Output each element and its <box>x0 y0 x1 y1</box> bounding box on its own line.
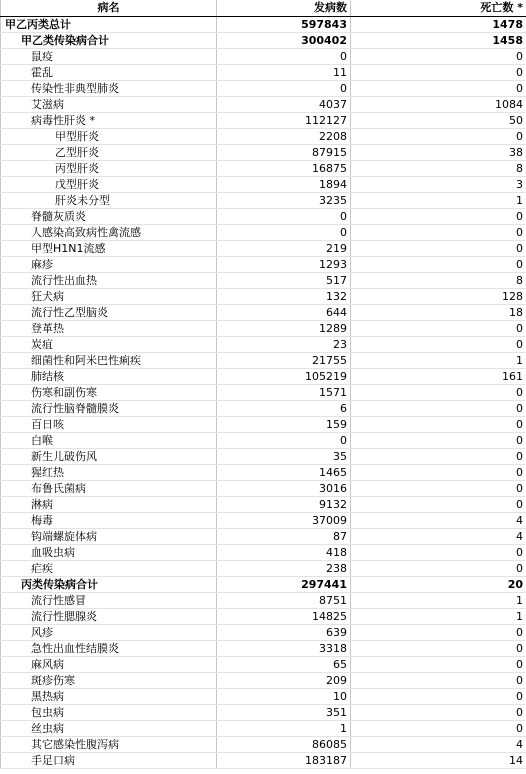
row-cases-cell[interactable]: 0 <box>217 208 351 224</box>
row-cases-cell[interactable]: 105219 <box>217 368 351 384</box>
row-name-cell[interactable]: 传染性非典型肺炎 <box>1 80 217 96</box>
row-name-cell[interactable]: 麻疹 <box>1 256 217 272</box>
row-name-cell[interactable]: 乙型肝炎 <box>1 144 217 160</box>
table-row <box>1 48 526 64</box>
row-name-cell[interactable]: 布鲁氏菌病 <box>1 480 217 496</box>
table-row <box>1 160 526 176</box>
row-name-cell[interactable]: 黑热病 <box>1 688 217 704</box>
row-name-cell[interactable]: 其它感染性腹泻病 <box>1 736 217 752</box>
table-row <box>1 608 526 624</box>
row-deaths-cell[interactable]: 1 <box>351 192 526 208</box>
row-name-cell[interactable]: 血吸虫病 <box>1 544 217 560</box>
row-deaths-cell[interactable]: 18 <box>351 304 526 320</box>
table-row <box>1 368 526 384</box>
row-deaths-cell[interactable]: 0 <box>351 48 526 64</box>
row-name-cell[interactable]: 丝虫病 <box>1 720 217 736</box>
row-cases-cell[interactable]: 644 <box>217 304 351 320</box>
row-deaths-cell[interactable]: 1084 <box>351 96 526 112</box>
row-deaths-cell[interactable]: 0 <box>351 720 526 736</box>
table-row <box>1 128 526 144</box>
row-name-cell[interactable]: 新生儿破伤风 <box>1 448 217 464</box>
table-row <box>1 320 526 336</box>
row-name-cell[interactable]: 流行性乙型脑炎 <box>1 304 217 320</box>
table-row <box>1 416 526 432</box>
row-deaths-cell[interactable]: 0 <box>351 464 526 480</box>
row-deaths-cell[interactable]: 20 <box>351 576 526 592</box>
row-name-cell[interactable]: 甲型H1N1流感 <box>1 240 217 256</box>
table-row <box>1 112 526 128</box>
row-deaths-cell[interactable]: 0 <box>351 80 526 96</box>
table-row <box>1 256 526 272</box>
row-cases-cell[interactable]: 8751 <box>217 592 351 608</box>
row-name-cell[interactable]: 淋病 <box>1 496 217 512</box>
row-name-cell[interactable]: 细菌性和阿米巴性痢疾 <box>1 352 217 368</box>
row-deaths-cell[interactable]: 0 <box>351 384 526 400</box>
row-cases-cell[interactable]: 1 <box>217 720 351 736</box>
table-row <box>1 288 526 304</box>
row-name-cell[interactable]: 甲乙丙类总计 <box>1 16 217 32</box>
row-cases-cell[interactable]: 597843 <box>217 16 351 32</box>
row-name-cell[interactable]: 登革热 <box>1 320 217 336</box>
row-deaths-cell[interactable]: 38 <box>351 144 526 160</box>
row-cases-cell[interactable]: 183187 <box>217 752 351 768</box>
row-deaths-cell[interactable]: 1458 <box>351 32 526 48</box>
row-deaths-cell[interactable]: 50 <box>351 112 526 128</box>
row-cases-cell[interactable]: 0 <box>217 80 351 96</box>
table-row <box>1 144 526 160</box>
row-deaths-cell[interactable]: 0 <box>351 688 526 704</box>
row-deaths-cell[interactable]: 0 <box>351 256 526 272</box>
row-deaths-cell[interactable]: 0 <box>351 544 526 560</box>
row-deaths-cell[interactable]: 0 <box>351 208 526 224</box>
row-deaths-cell[interactable]: 0 <box>351 240 526 256</box>
row-cases-cell[interactable]: 87 <box>217 528 351 544</box>
row-name-cell[interactable]: 流行性腮腺炎 <box>1 608 217 624</box>
row-cases-cell[interactable]: 35 <box>217 448 351 464</box>
row-cases-cell[interactable]: 238 <box>217 560 351 576</box>
row-cases-cell[interactable]: 65 <box>217 656 351 672</box>
row-name-cell[interactable]: 包虫病 <box>1 704 217 720</box>
row-name-cell[interactable]: 肺结核 <box>1 368 217 384</box>
row-name-cell[interactable]: 戊型肝炎 <box>1 176 217 192</box>
table-row <box>1 736 526 752</box>
row-deaths-cell[interactable]: 8 <box>351 160 526 176</box>
table-row <box>1 224 526 240</box>
row-deaths-cell[interactable]: 0 <box>351 640 526 656</box>
table-row <box>1 624 526 640</box>
row-cases-cell[interactable]: 2208 <box>217 128 351 144</box>
row-deaths-cell[interactable]: 0 <box>351 448 526 464</box>
row-name-cell[interactable]: 脊髓灰质炎 <box>1 208 217 224</box>
row-name-cell[interactable]: 百日咳 <box>1 416 217 432</box>
row-cases-cell[interactable]: 300402 <box>217 32 351 48</box>
row-cases-cell[interactable]: 1465 <box>217 464 351 480</box>
table-row <box>1 672 526 688</box>
row-name-cell[interactable]: 丙型肝炎 <box>1 160 217 176</box>
row-deaths-cell[interactable]: 1478 <box>351 16 526 32</box>
row-cases-cell[interactable]: 209 <box>217 672 351 688</box>
row-deaths-cell[interactable]: 0 <box>351 624 526 640</box>
row-name-cell[interactable]: 甲乙类传染病合计 <box>1 32 217 48</box>
row-cases-cell[interactable]: 0 <box>217 224 351 240</box>
row-name-cell[interactable]: 伤寒和副伤寒 <box>1 384 217 400</box>
table-row <box>1 64 526 80</box>
row-cases-cell[interactable]: 6 <box>217 400 351 416</box>
row-name-cell[interactable]: 白喉 <box>1 432 217 448</box>
table-row <box>1 480 526 496</box>
row-cases-cell[interactable]: 21755 <box>217 352 351 368</box>
row-cases-cell[interactable]: 297441 <box>217 576 351 592</box>
row-cases-cell[interactable]: 639 <box>217 624 351 640</box>
row-name-cell[interactable]: 钩端螺旋体病 <box>1 528 217 544</box>
row-deaths-cell[interactable]: 4 <box>351 512 526 528</box>
row-deaths-cell[interactable]: 4 <box>351 736 526 752</box>
row-cases-cell[interactable]: 10 <box>217 688 351 704</box>
row-deaths-cell[interactable]: 0 <box>351 496 526 512</box>
row-cases-cell[interactable]: 16875 <box>217 160 351 176</box>
row-deaths-cell[interactable]: 0 <box>351 560 526 576</box>
row-name-cell[interactable]: 狂犬病 <box>1 288 217 304</box>
row-name-cell[interactable]: 流行性出血热 <box>1 272 217 288</box>
row-cases-cell[interactable]: 1571 <box>217 384 351 400</box>
row-deaths-cell[interactable]: 0 <box>351 128 526 144</box>
row-name-cell[interactable]: 人感染高致病性禽流感 <box>1 224 217 240</box>
row-cases-cell[interactable]: 219 <box>217 240 351 256</box>
row-cases-cell[interactable]: 1289 <box>217 320 351 336</box>
row-name-cell[interactable]: 流行性脑脊髓膜炎 <box>1 400 217 416</box>
table-row <box>1 32 526 48</box>
row-name-cell[interactable]: 猩红热 <box>1 464 217 480</box>
row-name-cell[interactable]: 丙类传染病合计 <box>1 576 217 592</box>
table-row <box>1 656 526 672</box>
table-row <box>1 176 526 192</box>
table-row <box>1 576 526 592</box>
row-deaths-cell[interactable]: 0 <box>351 224 526 240</box>
row-deaths-cell[interactable]: 0 <box>351 336 526 352</box>
row-name-cell[interactable]: 风疹 <box>1 624 217 640</box>
row-deaths-cell[interactable]: 8 <box>351 272 526 288</box>
row-cases-cell[interactable]: 87915 <box>217 144 351 160</box>
row-cases-cell[interactable]: 3016 <box>217 480 351 496</box>
row-name-cell[interactable]: 麻风病 <box>1 656 217 672</box>
header-cases[interactable]: 发病数 <box>217 0 351 16</box>
table-row <box>1 688 526 704</box>
table-row <box>1 528 526 544</box>
row-deaths-cell[interactable]: 1 <box>351 592 526 608</box>
row-name-cell[interactable]: 鼠疫 <box>1 48 217 64</box>
table-row <box>1 704 526 720</box>
row-deaths-cell[interactable]: 0 <box>351 480 526 496</box>
row-deaths-cell[interactable]: 1 <box>351 608 526 624</box>
table-row <box>1 496 526 512</box>
row-cases-cell[interactable]: 0 <box>217 432 351 448</box>
table-row <box>1 208 526 224</box>
header-row <box>1 0 526 16</box>
table-row <box>1 448 526 464</box>
row-deaths-cell[interactable]: 0 <box>351 64 526 80</box>
row-name-cell[interactable]: 霍乱 <box>1 64 217 80</box>
row-cases-cell[interactable]: 1293 <box>217 256 351 272</box>
table-row <box>1 240 526 256</box>
row-cases-cell[interactable]: 0 <box>217 48 351 64</box>
row-cases-cell[interactable]: 351 <box>217 704 351 720</box>
row-cases-cell[interactable]: 14825 <box>217 608 351 624</box>
row-cases-cell[interactable]: 1894 <box>217 176 351 192</box>
table-row <box>1 192 526 208</box>
row-deaths-cell[interactable]: 0 <box>351 416 526 432</box>
row-name-cell[interactable]: 疟疾 <box>1 560 217 576</box>
row-cases-cell[interactable]: 3318 <box>217 640 351 656</box>
row-cases-cell[interactable]: 112127 <box>217 112 351 128</box>
table-row <box>1 80 526 96</box>
row-deaths-cell[interactable]: 0 <box>351 704 526 720</box>
row-name-cell[interactable]: 手足口病 <box>1 752 217 768</box>
row-cases-cell[interactable]: 418 <box>217 544 351 560</box>
row-deaths-cell[interactable]: 0 <box>351 320 526 336</box>
row-cases-cell[interactable]: 23 <box>217 336 351 352</box>
header-deaths[interactable]: 死亡数 * <box>351 0 526 16</box>
row-cases-cell[interactable]: 11 <box>217 64 351 80</box>
row-deaths-cell[interactable]: 128 <box>351 288 526 304</box>
table-row <box>1 544 526 560</box>
table-row <box>1 16 526 32</box>
row-cases-cell[interactable]: 9132 <box>217 496 351 512</box>
table-row <box>1 720 526 736</box>
row-deaths-cell[interactable]: 0 <box>351 656 526 672</box>
row-deaths-cell[interactable]: 3 <box>351 176 526 192</box>
table-row <box>1 464 526 480</box>
table-row <box>1 352 526 368</box>
table-row <box>1 592 526 608</box>
table-row <box>1 304 526 320</box>
table-row <box>1 640 526 656</box>
table-row <box>1 512 526 528</box>
table-row <box>1 96 526 112</box>
row-deaths-cell[interactable]: 0 <box>351 672 526 688</box>
row-deaths-cell[interactable]: 0 <box>351 400 526 416</box>
row-name-cell[interactable]: 流行性感冒 <box>1 592 217 608</box>
row-cases-cell[interactable]: 37009 <box>217 512 351 528</box>
row-name-cell[interactable]: 病毒性肝炎 * <box>1 112 217 128</box>
row-deaths-cell[interactable]: 1 <box>351 352 526 368</box>
row-cases-cell[interactable]: 159 <box>217 416 351 432</box>
row-name-cell[interactable]: 斑疹伤寒 <box>1 672 217 688</box>
table-row <box>1 336 526 352</box>
row-cases-cell[interactable]: 132 <box>217 288 351 304</box>
row-deaths-cell[interactable]: 4 <box>351 528 526 544</box>
row-deaths-cell[interactable]: 0 <box>351 432 526 448</box>
table-row <box>1 752 526 768</box>
table-body <box>1 16 526 768</box>
row-cases-cell[interactable]: 4037 <box>217 96 351 112</box>
table-row <box>1 384 526 400</box>
table-row <box>1 272 526 288</box>
row-cases-cell[interactable]: 86085 <box>217 736 351 752</box>
row-cases-cell[interactable]: 517 <box>217 272 351 288</box>
row-name-cell[interactable]: 甲型肝炎 <box>1 128 217 144</box>
row-deaths-cell[interactable]: 161 <box>351 368 526 384</box>
row-name-cell[interactable]: 艾滋病 <box>1 96 217 112</box>
row-name-cell[interactable]: 急性出血性结膜炎 <box>1 640 217 656</box>
row-name-cell[interactable]: 肝炎未分型 <box>1 192 217 208</box>
row-cases-cell[interactable]: 3235 <box>217 192 351 208</box>
row-name-cell[interactable]: 炭疽 <box>1 336 217 352</box>
table-row <box>1 432 526 448</box>
header-name[interactable]: 病名 <box>1 0 217 16</box>
table-row <box>1 400 526 416</box>
row-deaths-cell[interactable]: 14 <box>351 752 526 768</box>
row-name-cell[interactable]: 梅毒 <box>1 512 217 528</box>
table-row <box>1 560 526 576</box>
